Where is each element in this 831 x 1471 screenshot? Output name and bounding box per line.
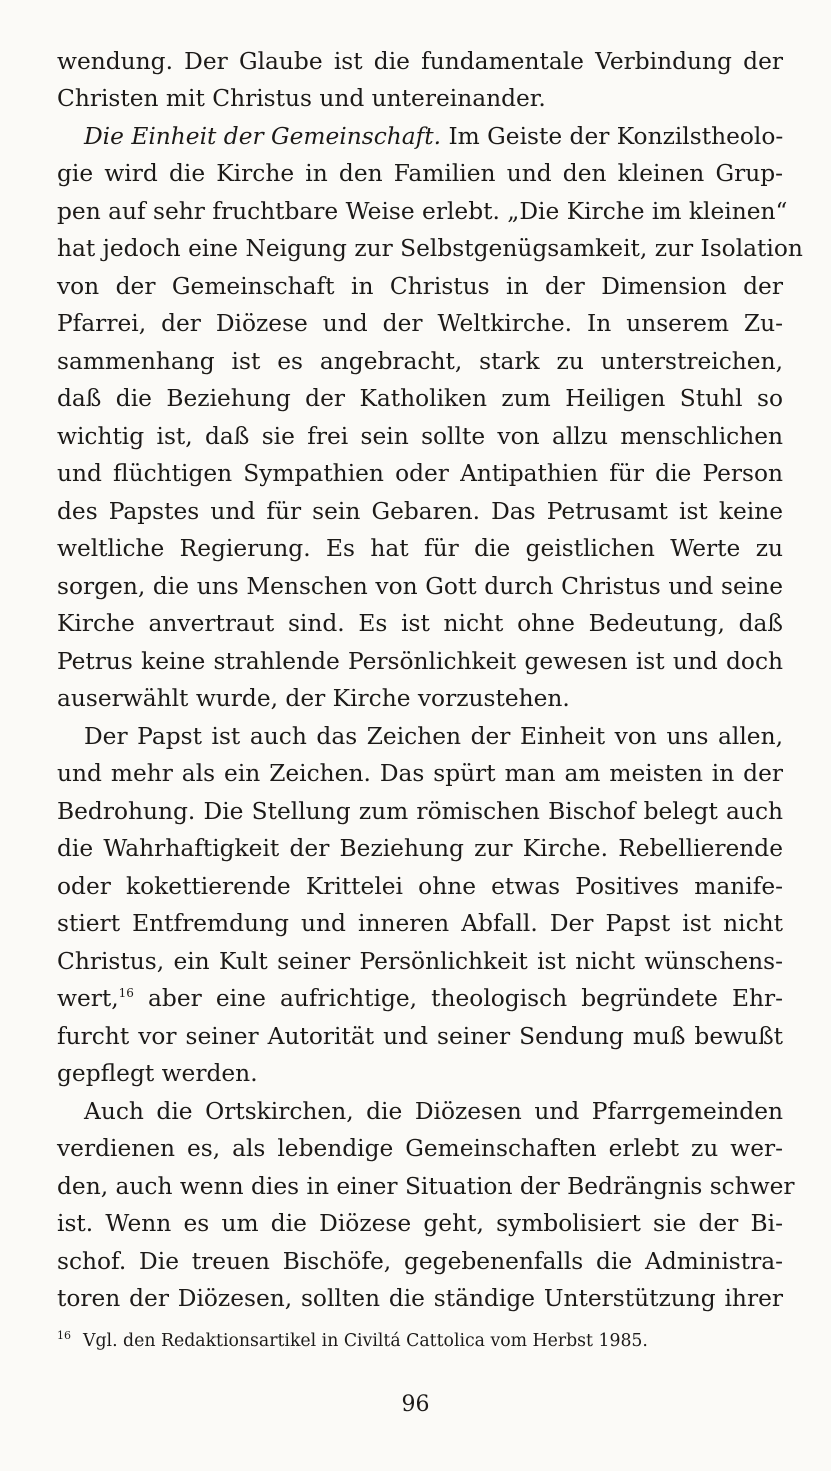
text-line: Bedrohung. Die Stellung zum römischen Bischof belegt auch [57, 798, 783, 825]
text-fragment: Im Geiste der Konzilstheolo- [441, 123, 784, 150]
text-line: schof. Die treuen Bischöfe, gegebenenfalls die Administra- [57, 1248, 783, 1275]
text-line: furcht vor seiner Autorität und seiner Sendung muß bewußt [57, 1023, 783, 1050]
text-line: Petrus keine strahlende Persönlichkeit gewesen ist und doch [57, 648, 783, 675]
text-line: die Wahrhaftigkeit der Beziehung zur Kirche. Rebellierende [57, 835, 783, 862]
text-line: stiert Entfremdung und inneren Abfall. Der Papst ist nicht [57, 910, 783, 937]
text-line: von der Gemeinschaft in Christus in der Dimension der [57, 273, 783, 300]
footnote-reference: 16 [118, 986, 134, 1000]
text-line: des Papstes und für sein Gebaren. Das Petrusamt ist keine [57, 498, 783, 525]
text-line: und mehr als ein Zeichen. Das spürt man am meisten in der [57, 760, 783, 787]
text-fragment: wert, [57, 985, 119, 1012]
text-line: und flüchtigen Sympathien oder Antipathien für die Person [57, 460, 783, 487]
text-line: sammenhang ist es angebracht, stark zu unterstreichen, [57, 348, 783, 375]
text-fragment: aber eine aufrichtige, theologisch begründete Ehr- [133, 985, 783, 1012]
text-line [57, 982, 783, 1016]
section-heading: Die Einheit der Gemeinschaft. [84, 123, 442, 150]
footnote [57, 1324, 783, 1353]
text-line: auserwählt wurde, der Kirche vorzustehen. [57, 685, 570, 712]
text-line: sorgen, die uns Menschen von Gott durch Christus und seine [57, 573, 783, 600]
footnote-number: 16 [57, 1329, 71, 1342]
text-line: Christen mit Christus und untereinander. [57, 85, 546, 112]
text-line: den, auch wenn dies in einer Situation der Bedrängnis schwer [57, 1173, 795, 1200]
text-line: gie wird die Kirche in den Familien und den kleinen Grup- [57, 160, 783, 187]
text-line: Christus, ein Kult seiner Persönlichkeit ist nicht wünschens- [57, 948, 783, 975]
text-line: verdienen es, als lebendige Gemeinschaften erlebt zu wer- [57, 1135, 783, 1162]
text-line: toren der Diözesen, sollten die ständige Unterstützung ihrer [57, 1285, 783, 1312]
text-line: Pfarrei, der Diözese und der Weltkirche. In unserem Zu- [57, 310, 783, 337]
footnote-text: Vgl. den Redaktionsartikel in Civiltá Cattolica vom Herbst 1985. [83, 1331, 648, 1351]
text-line: hat jedoch eine Neigung zur Selbstgenügsamkeit, zur Isolation [57, 235, 803, 262]
text-line: Auch die Ortskirchen, die Diözesen und Pfarrgemeinden [84, 1098, 783, 1125]
text-line: oder kokettierende Krittelei ohne etwas Positives manife- [57, 873, 783, 900]
text-line: wichtig ist, daß sie frei sein sollte von allzu menschlichen [57, 423, 783, 450]
text-line: ist. Wenn es um die Diözese geht, symbolisiert sie der Bi- [57, 1210, 783, 1237]
text-line: wendung. Der Glaube ist die fundamentale Verbindung der [57, 48, 783, 75]
text-line: weltliche Regierung. Es hat für die geistlichen Werte zu [57, 535, 783, 562]
text-line [84, 120, 783, 154]
text-line: Kirche anvertraut sind. Es ist nicht ohne Bedeutung, daß [57, 610, 783, 637]
page-number: 96 [401, 1392, 430, 1417]
text-line: daß die Beziehung der Katholiken zum Heiligen Stuhl so [57, 385, 783, 412]
text-line: gepflegt werden. [57, 1060, 258, 1087]
text-line: Der Papst ist auch das Zeichen der Einheit von uns allen, [84, 723, 783, 750]
text-line: pen auf sehr fruchtbare Weise erlebt. „Die Kirche im kleinen“ [57, 198, 788, 225]
